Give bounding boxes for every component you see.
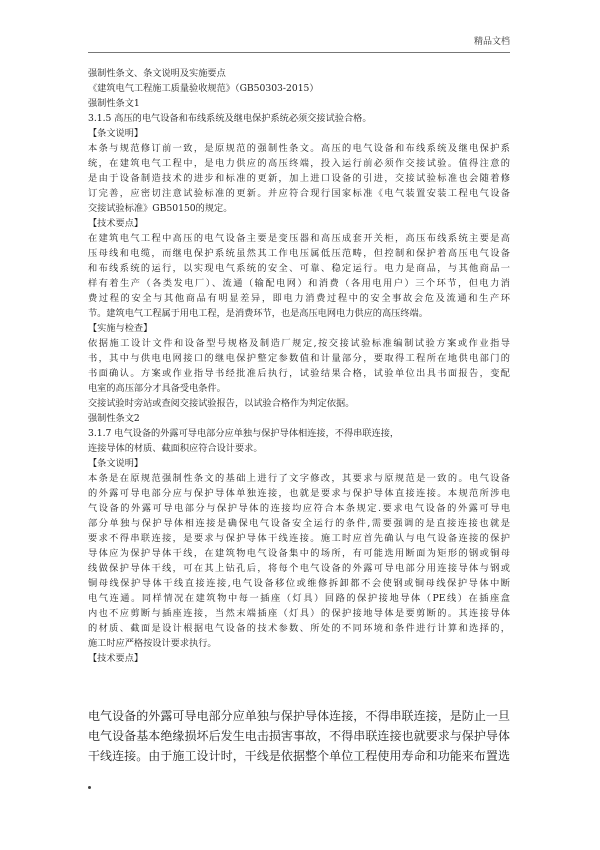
section-heading: 【技术要点】 xyxy=(88,653,144,664)
text-line: 书，其中与供电电网接口的继电保护整定参数值和计量部分，要取得工程所在地供电部门的 xyxy=(88,353,510,364)
text-line: 电室的高压部分才具备受电条件。 xyxy=(88,383,226,394)
header-label: 精品文档 xyxy=(473,37,510,47)
large-text-line: 电气设备的外露可导电部分应单独与保护导体连接，不得串联连接，是防止一旦 xyxy=(88,709,510,723)
text-line: 交接试验时旁站或查阅交接试验报告，以试验合格作为判定依据。 xyxy=(88,398,355,409)
text-line: 依据施工设计文件和设备型号规格及制造厂规定,按交接试验标准编制试验方案或作业指导 xyxy=(88,338,510,349)
text-line: 费过程的安全与其他商品有明显差异，即电力消费过程中的安全事故会危及流通和生产环 xyxy=(88,293,510,304)
page-header xyxy=(88,34,510,53)
doc-title: 强制性条文、条文说明及实施要点 xyxy=(88,68,226,79)
text-line: 气设备的外露可导电部分与保护导体的连接均应符合本条规定.要求电气设备的外露可导电 xyxy=(88,503,510,514)
large-text-line: 干线连接。由于施工设计时，干线是依据整个单位工程使用寿命和功能来布置选 xyxy=(88,749,510,763)
text-line: 和布线系统的运行，以实现电气系统的安全、可靠、稳定运行。电力是商品，与其他商品一 xyxy=(88,263,510,274)
text-line: 部分单独与保护导体相连接是确保电气设备安全运行的条件,需要强调的是直接连接也就是 xyxy=(88,518,510,529)
section-heading: 【条文说明】 xyxy=(88,458,144,469)
section-heading: 【条文说明】 xyxy=(88,128,144,139)
text-line: 施工时应严格按设计要求执行。 xyxy=(88,638,217,649)
document-body xyxy=(88,66,510,666)
clause-heading: 强制性条文1 xyxy=(88,98,140,109)
text-line: 本条与规范修订前一致，是原规范的强制性条文。高压的电气设备和布线系统及继电保护系 xyxy=(88,143,510,154)
standard-name: 《建筑电气工程施工质量验收规范》（GB50303-2015） xyxy=(88,83,319,94)
text-line: 的材质、截面是设计根据电气设备的技术参数、所处的不同环境和条件进行计算和选择的， xyxy=(88,623,510,634)
clause-text: 连接导体的材质、截面积应符合设计要求。 xyxy=(88,443,263,454)
text-line: 内也不应剪断与插座连接，当然末端插座（灯具）的保护接地导体是要剪断的。其连接导体 xyxy=(88,608,510,619)
clause-text: 3.1.7 电气设备的外露可导电部分应单独与保护导体相连接，不得串联连接， xyxy=(88,428,400,439)
text-line: 订完善，应密切注意试验标准的更新。并应符合现行国家标准《电气装置安装工程电气设备 xyxy=(88,188,510,199)
text-line: 电气连通。同样情况在建筑物中每一插座（灯具）回路的保护接地导体（PE线）在插座盒 xyxy=(88,593,510,604)
clause-heading: 强制性条文2 xyxy=(88,413,140,424)
large-text-line: 电气设备基本绝缘损坏后发生电击损害事故，不得串联连接也就要求与保护导体 xyxy=(88,729,510,743)
text-line: 本条是在原规范强制性条文的基础上进行了文字修改，其要求与原规范是一致的。电气设备 xyxy=(88,473,510,484)
text-line: 线做保护导体干线，可在其上钻孔后，将每个电气设备的外露可导电部分用连接导体与钢或 xyxy=(88,563,510,574)
text-line: 要求不得串联连接，是要求与保护导体干线连接。施工时应首先确认与电气设备连接的保护 xyxy=(88,533,510,544)
section-heading: 【实施与检查】 xyxy=(88,323,153,334)
text-line: 书面确认。方案或作业指导书经批准后执行，试验结果合格，试验单位出具书面报告，变配 xyxy=(88,368,510,379)
text-line: 样有着生产（各类发电厂）、流通（输配电网）和消费（各用电用户）三个环节，但电力消 xyxy=(88,278,510,289)
large-text-block xyxy=(88,706,510,766)
text-line: 铜母线保护导体干线直接连接,电气设备移位或维修拆卸都不会使钢或铜母线保护导体中断 xyxy=(88,578,510,589)
page-marker-dot xyxy=(88,786,91,789)
clause-text: 3.1.5 高压的电气设备和布线系统及继电保护系统必须交接试验合格。 xyxy=(88,113,372,124)
text-line: 压母线和电缆，而继电保护系统虽然其工作电压属低压范畴，但控制和保护着高压电气设备 xyxy=(88,248,510,259)
text-line: 节。建筑电气工程属于用电工程，是消费环节，也是高压电网电力供应的高压终端。 xyxy=(88,308,428,319)
text-line: 的外露可导电部分应与保护导体单独连接，也就是要求与保护导体直接连接。本规范所涉电 xyxy=(88,488,510,499)
text-line: 是由于设备制造技术的进步和标准的更新，加上进口设备的引进，交接试验标准也会随着修 xyxy=(88,173,510,184)
text-line: 统，在建筑电气工程中，是电力供应的高压终端，投入运行前必须作交接试验。值得注意的 xyxy=(88,158,510,169)
text-line: 导体应为保护导体干线，在建筑物电气设备集中的场所，有可能选用断面为矩形的钢或铜母 xyxy=(88,548,510,559)
text-line: 在建筑电气工程中高压的电气设备主要是变压器和高压成套开关柜，高压布线系统主要是高 xyxy=(88,233,510,244)
section-heading: 【技术要点】 xyxy=(88,218,144,229)
text-line: 交接试验标准》GB50150的规定。 xyxy=(88,203,233,214)
